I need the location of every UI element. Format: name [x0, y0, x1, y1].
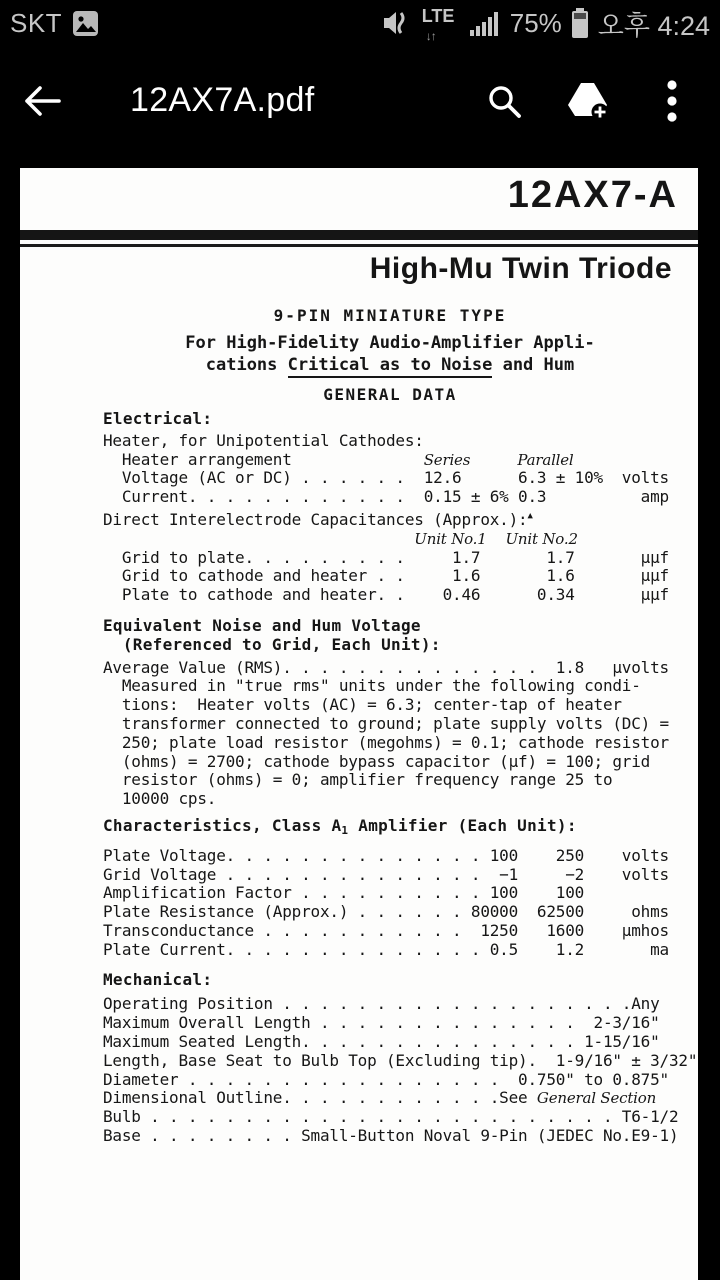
doc-line: Grid Voltage . . . . . . . . . . . . . . −1 −2 volts	[103, 864, 669, 884]
doc-line: 10000 cps.	[103, 789, 217, 809]
doc-line: Direct Interelectrode Capacitances (Approx.):▲	[103, 509, 533, 529]
back-button[interactable]	[18, 77, 66, 125]
drive-add-icon	[567, 81, 609, 121]
doc-center-headings	[90, 306, 690, 404]
underlined-phrase: Critical as to Noise	[288, 355, 493, 378]
doc-line: Average Value (RMS). . . . . . . . . . . . . . 1.8 μvolts	[103, 657, 669, 677]
header-rule-thin	[20, 244, 698, 247]
doc-line: Characteristics, Class A1 Amplifier (Each Unit):	[103, 815, 577, 837]
overflow-menu-icon	[667, 80, 677, 122]
search-icon	[486, 83, 522, 119]
document-title: 12AX7A.pdf	[130, 81, 315, 119]
doc-line: Heater, for Unipotential Cathodes:	[103, 430, 424, 450]
doc-line: Diameter . . . . . . . . . . . . . . . . . 0.750" to 0.875"	[103, 1069, 669, 1089]
battery-icon	[571, 8, 589, 38]
doc-line: Unit No.1 Unit No.2	[414, 529, 578, 548]
doc-line: Transconductance . . . . . . . . . . . 1250 1600 μmhos	[103, 920, 669, 940]
gallery-notification-icon	[72, 10, 99, 37]
tube-model-heading: 12AX7-A	[507, 174, 678, 216]
pdf-content-area	[0, 155, 720, 1280]
doc-line: Operating Position . . . . . . . . . . . . . . . . . . .Any	[103, 994, 660, 1014]
doc-line: Grid to cathode and heater . . 1.6 1.6 μμf	[103, 566, 669, 586]
doc-line: Electrical:	[103, 409, 213, 428]
doc-line: Length, Base Seat to Bulb Top (Excluding tip). 1-9/16" ± 3/32"	[103, 1050, 698, 1070]
clock-label: 오후 4:24	[597, 10, 710, 41]
doc-line: Measured in "true rms" units under the following condi-	[103, 676, 641, 696]
doc-line: Mechanical:	[103, 969, 213, 989]
doc-line: Dimensional Outline. . . . . . . . . . . .See General Section	[103, 1088, 657, 1108]
carrier-label: SKT	[10, 7, 63, 38]
search-button[interactable]	[480, 77, 528, 125]
header-rule-thick	[20, 230, 698, 240]
doc-line: Base . . . . . . . . Small-Button Noval 9-Pin (JEDEC No.E9-1)	[103, 1125, 679, 1145]
doc-line: Current. . . . . . . . . . . . 0.15 ± 6% 0.3 amp	[103, 487, 669, 507]
doc-line: (ohms) = 2700; cathode bypass capacitor (μf) = 100; grid	[103, 751, 651, 771]
doc-line: resistor (ohms) = 0; amplifier frequency range 25 to	[103, 770, 613, 790]
app-bar	[0, 46, 720, 155]
mute-vibrate-icon	[381, 8, 411, 38]
doc-line: Heater arrangement Series Parallel	[103, 449, 574, 469]
doc-line: Bulb . . . . . . . . . . . . . . . . . . . . . . . . . T6-1/2	[103, 1107, 679, 1127]
doc-line: Plate Voltage. . . . . . . . . . . . . . 100 250 volts	[103, 845, 669, 865]
doc-line: 250; plate load resistor (megohms) = 0.1; cathode resistor	[103, 732, 669, 752]
doc-line: Voltage (AC or DC) . . . . . . 12.6 6.3 ± 10% volts	[103, 468, 669, 488]
doc-line: (Referenced to Grid, Each Unit):	[103, 634, 441, 654]
signal-strength-icon	[469, 9, 501, 37]
doc-body	[103, 410, 698, 1146]
doc-line: Maximum Overall Length . . . . . . . . . . . . . . 2-3/16"	[103, 1013, 660, 1033]
doc-line: Plate to cathode and heater. . 0.46 0.34 μμf	[103, 585, 669, 605]
tube-type-heading: High-Mu Twin Triode	[369, 252, 672, 285]
lte-icon: LTE ↓↑	[421, 6, 455, 43]
battery-percent-label: 75%	[509, 7, 562, 38]
doc-line: Plate Resistance (Approx.) . . . . . . 80000 62500 ohms	[103, 902, 669, 922]
doc-line: Maximum Seated Length. . . . . . . . . . . . . . . 1-15/16"	[103, 1031, 660, 1051]
doc-line: transformer connected to ground; plate supply volts (DC) =	[103, 713, 669, 733]
add-to-drive-button[interactable]	[564, 77, 612, 125]
miniature-type-heading: 9-PIN MINIATURE TYPE	[273, 306, 507, 325]
application-note: For High-Fidelity Audio-Amplifier Appli- cations Critical as to Noise and Hum	[90, 332, 690, 376]
doc-line: tions: Heater volts (AC) = 6.3; center-tap of heater	[103, 695, 622, 715]
doc-line: Amplification Factor . . . . . . . . . . 100 100	[103, 883, 585, 903]
pdf-page[interactable]	[20, 168, 698, 1280]
general-data-heading: GENERAL DATA	[323, 385, 457, 404]
doc-line: Equivalent Noise and Hum Voltage	[103, 615, 421, 635]
overflow-menu-button[interactable]	[648, 77, 696, 125]
doc-line: Grid to plate. . . . . . . . . 1.7 1.7 μμf	[103, 547, 669, 567]
status-bar	[0, 0, 720, 46]
doc-line: Plate Current. . . . . . . . . . . . . . 0.5 1.2 ma	[103, 939, 669, 959]
